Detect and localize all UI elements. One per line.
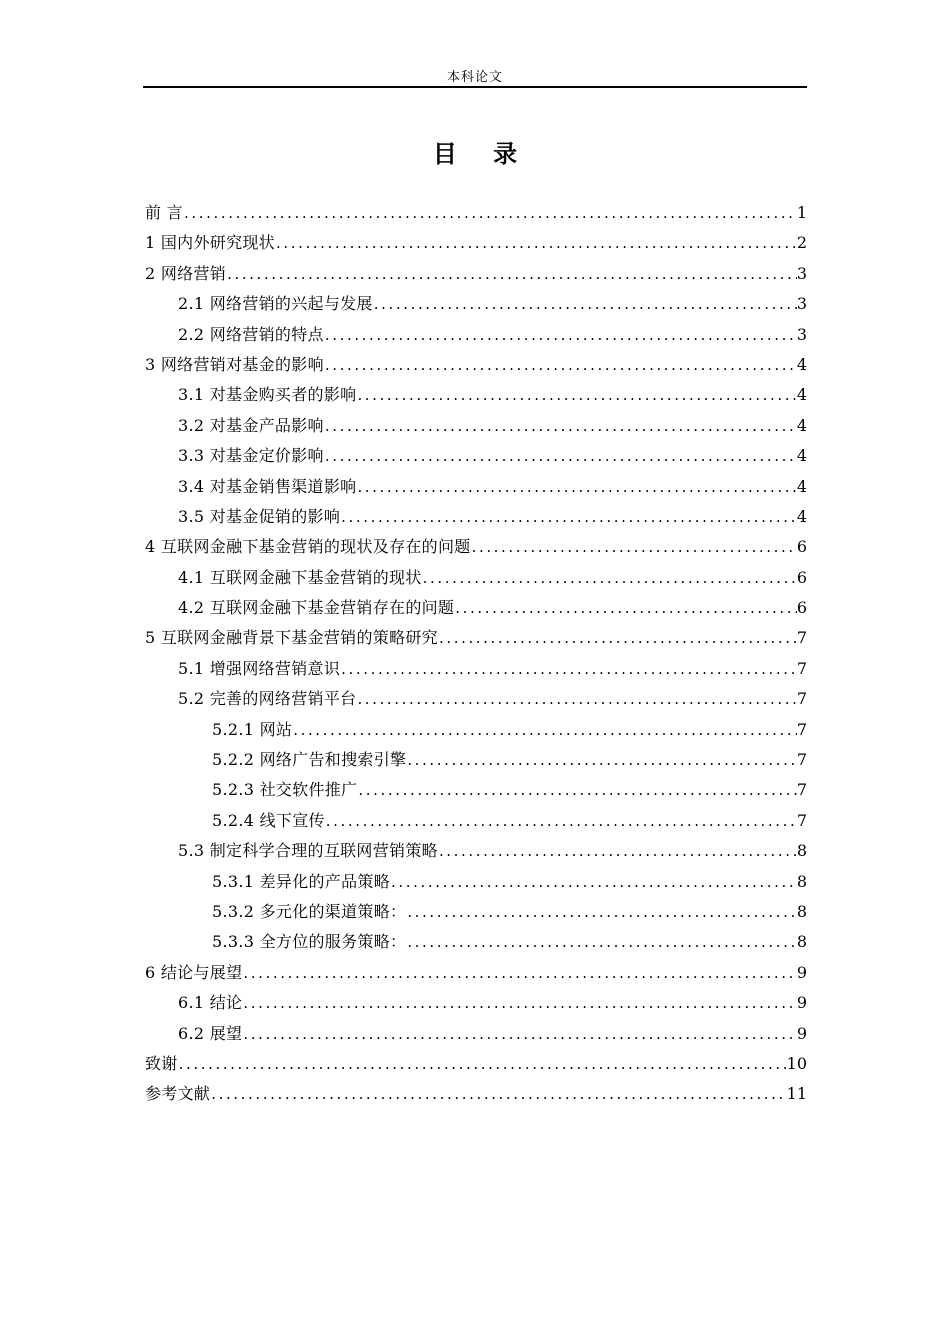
toc-entry-page-number: 2 xyxy=(796,233,807,253)
toc-dot-leader xyxy=(242,1019,796,1049)
toc-entry-page-number: 4 xyxy=(796,415,807,435)
toc-entry-page-number: 4 xyxy=(796,354,807,374)
toc-entry[interactable] xyxy=(145,897,807,927)
toc-entry-page-number: 8 xyxy=(796,841,807,861)
toc-dot-leader xyxy=(340,502,797,532)
toc-entry-page-number: 7 xyxy=(796,628,807,648)
toc-dot-leader xyxy=(275,228,797,258)
toc-dot-leader xyxy=(454,593,797,623)
toc-entry-page-number: 4 xyxy=(796,446,807,466)
toc-entry-label: 5.3 制定科学合理的互联网营销策略 xyxy=(178,841,438,861)
toc-entry-page-number: 7 xyxy=(796,780,807,800)
toc-entry[interactable] xyxy=(145,623,807,653)
toc-entry[interactable] xyxy=(145,775,807,805)
toc-entry-label: 5.2.3 社交软件推广 xyxy=(212,780,358,800)
toc-dot-leader xyxy=(324,411,797,441)
toc-dot-leader xyxy=(324,350,797,380)
toc-entry-label: 6.1 结论 xyxy=(178,993,243,1013)
toc-entry-label: 5.3.1 差异化的产品策略 xyxy=(212,871,390,891)
toc-entry[interactable] xyxy=(145,289,807,319)
toc-entry-label: 4.1 互联网金融下基金营销的现状 xyxy=(178,567,422,587)
toc-dot-leader xyxy=(178,1049,787,1079)
toc-entry[interactable] xyxy=(145,715,807,745)
toc-entry[interactable] xyxy=(145,380,807,410)
toc-entry-label: 前 言 xyxy=(145,203,183,222)
toc-entry[interactable] xyxy=(145,350,807,380)
toc-entry[interactable] xyxy=(145,441,807,471)
toc-entry-page-number: 4 xyxy=(796,476,807,496)
toc-dot-leader xyxy=(242,958,796,988)
toc-entry-label: 2.1 网络营销的兴起与发展 xyxy=(178,294,373,314)
toc-entry[interactable] xyxy=(145,320,807,350)
toc-dot-leader xyxy=(292,715,797,745)
toc-entry[interactable] xyxy=(145,654,807,684)
toc-entry-label: 3.4 对基金销售渠道影响 xyxy=(178,476,357,496)
toc-dot-leader xyxy=(357,775,796,805)
toc-dot-leader xyxy=(438,836,797,866)
toc-entry-page-number: 8 xyxy=(796,932,807,952)
toc-entry-page-number: 3 xyxy=(796,263,807,283)
toc-entry[interactable] xyxy=(145,198,807,228)
toc-entry-label: 5.1 增强网络营销意识 xyxy=(178,658,341,678)
table-of-contents xyxy=(145,198,807,1110)
toc-entry-page-number: 8 xyxy=(796,871,807,891)
toc-dot-leader xyxy=(356,472,796,502)
toc-entry[interactable] xyxy=(145,411,807,441)
toc-entry-label: 2 网络营销 xyxy=(145,263,227,283)
toc-dot-leader xyxy=(183,198,797,228)
toc-dot-leader xyxy=(406,897,797,927)
toc-entry[interactable] xyxy=(145,259,807,289)
toc-entry-label: 5.2.1 网站 xyxy=(212,719,293,739)
toc-dot-leader xyxy=(406,745,797,775)
toc-entry[interactable] xyxy=(145,1079,807,1109)
toc-entry-page-number: 3 xyxy=(796,294,807,314)
toc-entry-label: 3.3 对基金定价影响 xyxy=(178,446,324,466)
toc-entry[interactable] xyxy=(145,502,807,532)
page-header xyxy=(143,64,807,88)
toc-entry[interactable] xyxy=(145,836,807,866)
toc-entry-label: 3 网络营销对基金的影响 xyxy=(145,354,324,374)
toc-entry-page-number: 7 xyxy=(796,750,807,770)
toc-entry-label: 3.5 对基金促销的影响 xyxy=(178,506,341,526)
toc-dot-leader xyxy=(471,532,797,562)
toc-entry[interactable] xyxy=(145,745,807,775)
toc-dot-leader xyxy=(356,380,796,410)
toc-entry[interactable] xyxy=(145,532,807,562)
toc-entry-label: 5.3.2 多元化的渠道策略： xyxy=(212,901,407,921)
toc-dot-leader xyxy=(242,988,796,1018)
toc-entry-label: 6 结论与展望 xyxy=(145,962,243,982)
toc-entry-page-number: 3 xyxy=(796,324,807,344)
toc-dot-leader xyxy=(356,684,796,714)
toc-entry-label: 5.2.4 线下宣传 xyxy=(212,810,325,830)
toc-entry-label: 4.2 互联网金融下基金营销存在的问题 xyxy=(178,598,455,618)
toc-dot-leader xyxy=(406,927,797,957)
toc-entry-page-number: 8 xyxy=(796,901,807,921)
toc-entry[interactable] xyxy=(145,228,807,258)
toc-dot-leader xyxy=(324,320,797,350)
toc-entry-page-number: 9 xyxy=(796,1023,807,1043)
toc-dot-leader xyxy=(438,623,797,653)
toc-entry-label: 2.2 网络营销的特点 xyxy=(178,324,324,344)
toc-entry-label: 6.2 展望 xyxy=(178,1023,243,1043)
toc-entry[interactable] xyxy=(145,472,807,502)
toc-dot-leader xyxy=(210,1079,786,1109)
toc-entry[interactable] xyxy=(145,988,807,1018)
toc-entry-page-number: 10 xyxy=(786,1053,807,1073)
toc-entry-label: 5 互联网金融背景下基金营销的策略研究 xyxy=(145,628,438,648)
toc-dot-leader xyxy=(340,654,797,684)
toc-entry-page-number: 4 xyxy=(796,385,807,405)
toc-entry-page-number: 11 xyxy=(786,1084,807,1104)
toc-entry-label: 1 国内外研究现状 xyxy=(145,233,275,253)
toc-entry[interactable] xyxy=(145,1019,807,1049)
toc-entry-page-number: 7 xyxy=(796,719,807,739)
toc-entry[interactable] xyxy=(145,927,807,957)
toc-entry-page-number: 6 xyxy=(796,598,807,618)
toc-entry-page-number: 7 xyxy=(796,810,807,830)
toc-dot-leader xyxy=(373,289,797,319)
toc-entry-label: 5.3.3 全方位的服务策略： xyxy=(212,932,407,952)
toc-entry[interactable] xyxy=(145,1049,807,1079)
header-text: 本科论文 xyxy=(446,70,503,85)
toc-entry-page-number: 7 xyxy=(796,689,807,709)
toc-entry[interactable] xyxy=(145,593,807,623)
toc-entry[interactable] xyxy=(145,867,807,897)
toc-dot-leader xyxy=(390,867,797,897)
toc-entry-label: 致谢 xyxy=(145,1053,178,1073)
toc-entry-page-number: 7 xyxy=(796,658,807,678)
toc-dot-leader xyxy=(325,806,797,836)
toc-entry-label: 3.2 对基金产品影响 xyxy=(178,415,324,435)
toc-entry-page-number: 9 xyxy=(796,993,807,1013)
toc-entry-page-number: 4 xyxy=(796,506,807,526)
toc-dot-leader xyxy=(324,441,797,471)
toc-entry-label: 3.1 对基金购买者的影响 xyxy=(178,385,357,405)
toc-dot-leader xyxy=(422,563,797,593)
toc-entry-label: 参考文献 xyxy=(145,1084,211,1104)
toc-entry-page-number: 1 xyxy=(796,203,807,222)
toc-entry[interactable] xyxy=(145,684,807,714)
toc-dot-leader xyxy=(226,259,797,289)
toc-entry-page-number: 9 xyxy=(796,962,807,982)
toc-title: 目 录 xyxy=(432,140,532,168)
toc-entry-label: 4 互联网金融下基金营销的现状及存在的问题 xyxy=(145,537,471,557)
toc-entry[interactable] xyxy=(145,806,807,836)
toc-entry-label: 5.2 完善的网络营销平台 xyxy=(178,689,357,709)
toc-entry-page-number: 6 xyxy=(796,567,807,587)
toc-entry-label: 5.2.2 网络广告和搜索引擎 xyxy=(212,750,407,770)
toc-entry-page-number: 6 xyxy=(796,537,807,557)
toc-entry[interactable] xyxy=(145,563,807,593)
toc-entry[interactable] xyxy=(145,958,807,988)
